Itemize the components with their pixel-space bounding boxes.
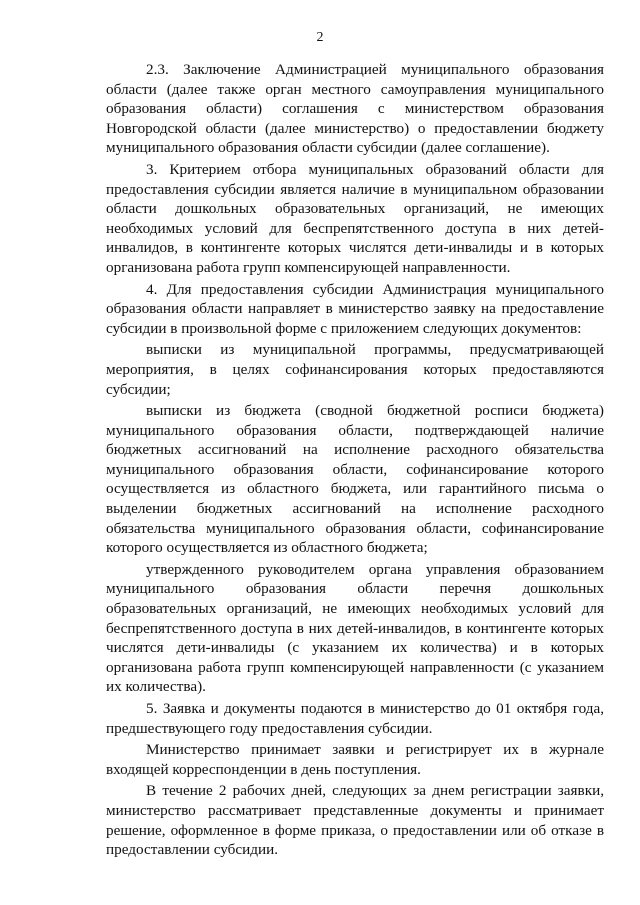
paragraph-4-item-2: выписки из бюджета (сводной бюджетной росписи бюджета) муниципального образования области, подтверждающей наличие бюджетных ассигнований на исполнение расходного обязательства муниципального образования области, софинансирование которого осуществляется из областного бюджета, или гарантийного письма о выделении бюджетных ассигнований на исполнение расходного обязательства муниципального образования области, софинансирование которого осуществляется из областного бюджета; [106,402,604,557]
paragraph-2-3: 2.3. Заключение Администрацией муниципального образования области (далее также орган местного самоуправления муниципального образования области) соглашения с министерством образования Новгородской области (далее министерство) о предоставлении бюджету муниципального образования области субсидии (далее соглашение). [106,61,604,157]
paragraph-registration: Министерство принимает заявки и регистрирует их в журнале входящей корреспонденции в день поступления. [106,741,604,778]
paragraph-3: 3. Критерием отбора муниципальных образований области для предоставления субсидии является наличие в муниципальном образовании области дошкольных образовательных организаций, не имеющих необходимых условий для беспрепятственного доступа в них детей-инвалидов, в контингенте которых числятся дети-инвалиды и в которых организована работа групп компенсирующей направленности. [106,160,604,276]
paragraph-4-item-1: выписки из муниципальной программы, предусматривающей мероприятия, в целях софинансирования которых предоставляются субсидии; [106,341,604,398]
paragraph-4-item-3: утвержденного руководителем органа управления образованием муниципального образования области перечня дошкольных образовательных организаций, не имеющих необходимых условий для беспрепятственного доступа в них детей-инвалидов, в контингенте которых числятся дети-инвалиды (с указанием их количества) и в которых организована работа групп компенсирующей направленности (с указанием их количества). [106,560,604,696]
document-body [106,60,604,860]
paragraph-review: В течение 2 рабочих дней, следующих за днем регистрации заявки, министерство рассматривает представленные документы и принимает решение, оформленное в форме приказа, о предоставлении или об отказе в предоставлении субсидии. [106,782,604,859]
paragraph-4: 4. Для предоставления субсидии Администрация муниципального образования области направляет в министерство заявку на предоставление субсидии в произвольной форме с приложением следующих документов: [106,280,604,337]
page-number: 2 [316,30,324,45]
paragraph-5: 5. Заявка и документы подаются в министерство до 01 октября года, предшествующего году предоставления субсидии. [106,700,604,737]
